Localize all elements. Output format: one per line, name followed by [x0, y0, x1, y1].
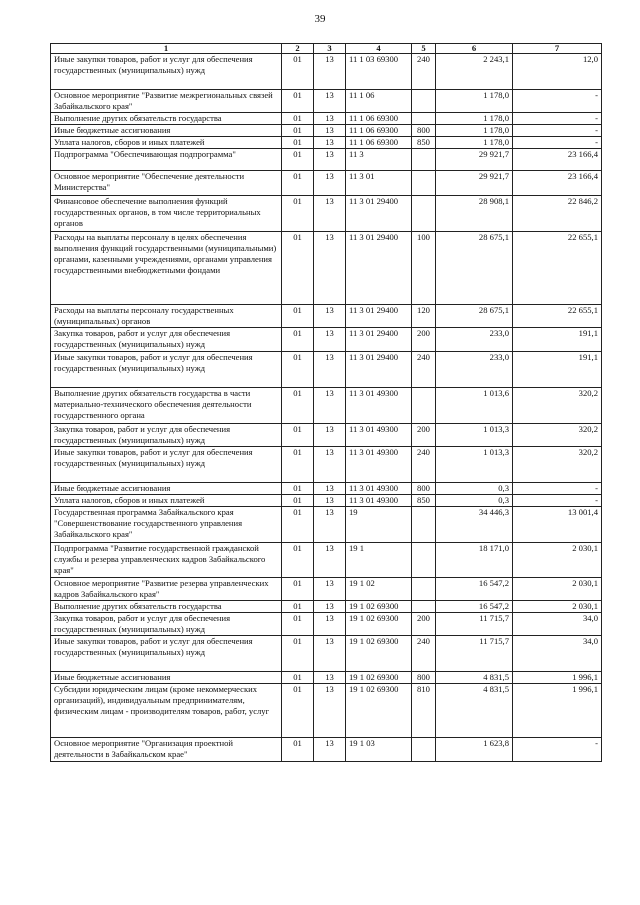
amount-col-7: 191,1	[513, 328, 602, 352]
section-code: 01	[282, 171, 314, 196]
target-article-code: 19 1 02 69300	[346, 601, 412, 613]
subsection-code: 13	[314, 684, 346, 738]
amount-col-7: 320,2	[513, 447, 602, 483]
section-code: 01	[282, 54, 314, 90]
target-article-code: 19 1 02 69300	[346, 672, 412, 684]
row-name: Финансовое обеспечение выполнения функций государственных органов, в том числе территориальных органов	[51, 196, 282, 232]
section-code: 01	[282, 305, 314, 328]
target-article-code: 11 3 01 29400	[346, 328, 412, 352]
subsection-code: 13	[314, 171, 346, 196]
table-row	[51, 636, 602, 672]
amount-col-6: 28 675,1	[436, 305, 513, 328]
table-row	[51, 601, 602, 613]
target-article-code: 19	[346, 507, 412, 543]
amount-col-6: 1 623,8	[436, 738, 513, 762]
subsection-code: 13	[314, 507, 346, 543]
section-code: 01	[282, 328, 314, 352]
expense-type-code: 240	[412, 54, 436, 90]
table-row	[51, 388, 602, 424]
table-row	[51, 90, 602, 113]
subsection-code: 13	[314, 305, 346, 328]
subsection-code: 13	[314, 483, 346, 495]
table-row	[51, 578, 602, 601]
table-row	[51, 672, 602, 684]
page-number: 39	[314, 13, 326, 25]
budget-table	[50, 43, 602, 762]
table-row	[51, 149, 602, 171]
amount-col-6: 233,0	[436, 328, 513, 352]
amount-col-6: 4 831,5	[436, 684, 513, 738]
amount-col-6: 1 178,0	[436, 113, 513, 125]
target-article-code: 19 1 02 69300	[346, 613, 412, 636]
table-body	[51, 54, 602, 762]
target-article-code: 11 3 01 29400	[346, 352, 412, 388]
table-row	[51, 424, 602, 447]
amount-col-6: 1 013,6	[436, 388, 513, 424]
row-name: Иные закупки товаров, работ и услуг для обеспечения государственных (муниципальных) нужд	[51, 636, 282, 672]
column-header: 7	[513, 44, 602, 54]
subsection-code: 13	[314, 601, 346, 613]
target-article-code: 19 1 02 69300	[346, 636, 412, 672]
header-row	[51, 44, 602, 54]
section-code: 01	[282, 388, 314, 424]
amount-col-7: -	[513, 113, 602, 125]
subsection-code: 13	[314, 636, 346, 672]
target-article-code: 11 3 01 29400	[346, 232, 412, 305]
amount-col-7: 320,2	[513, 424, 602, 447]
expense-type-code: 810	[412, 684, 436, 738]
section-code: 01	[282, 578, 314, 601]
table-row	[51, 613, 602, 636]
amount-col-6: 28 908,1	[436, 196, 513, 232]
section-code: 01	[282, 137, 314, 149]
expense-type-code: 100	[412, 232, 436, 305]
section-code: 01	[282, 601, 314, 613]
target-article-code: 11 3 01 29400	[346, 305, 412, 328]
subsection-code: 13	[314, 232, 346, 305]
target-article-code: 11 1 06 69300	[346, 125, 412, 137]
amount-col-7: -	[513, 137, 602, 149]
column-header: 6	[436, 44, 513, 54]
amount-col-7: 320,2	[513, 388, 602, 424]
target-article-code: 11 3 01 49300	[346, 495, 412, 507]
target-article-code: 11 1 06 69300	[346, 113, 412, 125]
section-code: 01	[282, 738, 314, 762]
expense-type-code: 850	[412, 137, 436, 149]
row-name: Иные бюджетные ассигнования	[51, 125, 282, 137]
expense-type-code: 240	[412, 447, 436, 483]
amount-col-6: 11 715,7	[436, 613, 513, 636]
target-article-code: 11 1 06	[346, 90, 412, 113]
table-row	[51, 684, 602, 738]
amount-col-7: -	[513, 90, 602, 113]
expense-type-code: 800	[412, 125, 436, 137]
target-article-code: 11 3	[346, 149, 412, 171]
expense-type-code	[412, 171, 436, 196]
table-row	[51, 495, 602, 507]
expense-type-code: 240	[412, 352, 436, 388]
target-article-code: 19 1 02	[346, 578, 412, 601]
column-header: 5	[412, 44, 436, 54]
subsection-code: 13	[314, 149, 346, 171]
row-name: Расходы на выплаты персоналу государственных (муниципальных) органов	[51, 305, 282, 328]
expense-type-code: 120	[412, 305, 436, 328]
amount-col-7: -	[513, 738, 602, 762]
target-article-code: 11 3 01 49300	[346, 447, 412, 483]
target-article-code: 19 1 02 69300	[346, 684, 412, 738]
table-row	[51, 54, 602, 90]
amount-col-6: 233,0	[436, 352, 513, 388]
amount-col-7: -	[513, 483, 602, 495]
amount-col-6: 29 921,7	[436, 171, 513, 196]
row-name: Уплата налогов, сборов и иных платежей	[51, 495, 282, 507]
table-row	[51, 196, 602, 232]
expense-type-code	[412, 507, 436, 543]
row-name: Выполнение других обязательств государства	[51, 601, 282, 613]
expense-type-code: 240	[412, 636, 436, 672]
section-code: 01	[282, 113, 314, 125]
subsection-code: 13	[314, 495, 346, 507]
row-name: Иные бюджетные ассигнования	[51, 483, 282, 495]
subsection-code: 13	[314, 424, 346, 447]
amount-col-6: 1 013,3	[436, 424, 513, 447]
amount-col-6: 4 831,5	[436, 672, 513, 684]
expense-type-code	[412, 738, 436, 762]
table-row	[51, 483, 602, 495]
table-row	[51, 738, 602, 762]
amount-col-6: 16 547,2	[436, 578, 513, 601]
row-name: Подпрограмма "Развитие государственной гражданской службы и резерва управленческих кадров Забайкальского края"	[51, 543, 282, 578]
target-article-code: 19 1 03	[346, 738, 412, 762]
amount-col-6: 11 715,7	[436, 636, 513, 672]
subsection-code: 13	[314, 328, 346, 352]
target-article-code: 11 1 06 69300	[346, 137, 412, 149]
column-header: 4	[346, 44, 412, 54]
subsection-code: 13	[314, 578, 346, 601]
column-header: 1	[51, 44, 282, 54]
subsection-code: 13	[314, 137, 346, 149]
expense-type-code	[412, 543, 436, 578]
expense-type-code	[412, 113, 436, 125]
section-code: 01	[282, 447, 314, 483]
section-code: 01	[282, 149, 314, 171]
amount-col-6: 1 178,0	[436, 90, 513, 113]
amount-col-7: 23 166,4	[513, 171, 602, 196]
table-row	[51, 305, 602, 328]
expense-type-code	[412, 601, 436, 613]
amount-col-7: 23 166,4	[513, 149, 602, 171]
column-header: 2	[282, 44, 314, 54]
row-name: Иные закупки товаров, работ и услуг для обеспечения государственных (муниципальных) нужд	[51, 352, 282, 388]
amount-col-6: 1 178,0	[436, 137, 513, 149]
row-name: Основное мероприятие "Развитие резерва управленческих кадров Забайкальского края"	[51, 578, 282, 601]
section-code: 01	[282, 543, 314, 578]
amount-col-7: 22 655,1	[513, 305, 602, 328]
amount-col-7: 13 001,4	[513, 507, 602, 543]
section-code: 01	[282, 352, 314, 388]
section-code: 01	[282, 636, 314, 672]
amount-col-7: 34,0	[513, 613, 602, 636]
section-code: 01	[282, 495, 314, 507]
section-code: 01	[282, 483, 314, 495]
amount-col-7: -	[513, 495, 602, 507]
target-article-code: 19 1	[346, 543, 412, 578]
target-article-code: 11 3 01	[346, 171, 412, 196]
amount-col-6: 16 547,2	[436, 601, 513, 613]
amount-col-7: 2 030,1	[513, 543, 602, 578]
table-row	[51, 352, 602, 388]
subsection-code: 13	[314, 125, 346, 137]
amount-col-6: 0,3	[436, 483, 513, 495]
subsection-code: 13	[314, 447, 346, 483]
row-name: Государственная программа Забайкальского края "Совершенствование государственного управления Забайкальского края"	[51, 507, 282, 543]
expense-type-code	[412, 90, 436, 113]
expense-type-code	[412, 196, 436, 232]
column-header: 3	[314, 44, 346, 54]
target-article-code: 11 1 03 69300	[346, 54, 412, 90]
target-article-code: 11 3 01 49300	[346, 388, 412, 424]
row-name: Основное мероприятие "Обеспечение деятельности Министерства"	[51, 171, 282, 196]
expense-type-code	[412, 388, 436, 424]
amount-col-7: 1 996,1	[513, 684, 602, 738]
row-name: Иные закупки товаров, работ и услуг для обеспечения государственных (муниципальных) нужд	[51, 54, 282, 90]
expense-type-code	[412, 149, 436, 171]
row-name: Основное мероприятие "Развитие межрегиональных связей Забайкальского края"	[51, 90, 282, 113]
subsection-code: 13	[314, 738, 346, 762]
row-name: Закупка товаров, работ и услуг для обеспечения государственных (муниципальных) нужд	[51, 613, 282, 636]
table-row	[51, 232, 602, 305]
section-code: 01	[282, 613, 314, 636]
table-row	[51, 125, 602, 137]
row-name: Уплата налогов, сборов и иных платежей	[51, 137, 282, 149]
amount-col-6: 29 921,7	[436, 149, 513, 171]
target-article-code: 11 3 01 49300	[346, 483, 412, 495]
row-name: Основное мероприятие "Организация проектной деятельности в Забайкальском крае"	[51, 738, 282, 762]
subsection-code: 13	[314, 90, 346, 113]
row-name: Выполнение других обязательств государства	[51, 113, 282, 125]
row-name: Выполнение других обязательств государства в части материально-технического обеспечения деятельности государственного органа	[51, 388, 282, 424]
section-code: 01	[282, 125, 314, 137]
subsection-code: 13	[314, 352, 346, 388]
amount-col-6: 1 013,3	[436, 447, 513, 483]
subsection-code: 13	[314, 54, 346, 90]
table-row	[51, 507, 602, 543]
amount-col-7: 2 030,1	[513, 601, 602, 613]
subsection-code: 13	[314, 388, 346, 424]
row-name: Закупка товаров, работ и услуг для обеспечения государственных (муниципальных) нужд	[51, 328, 282, 352]
amount-col-7: 1 996,1	[513, 672, 602, 684]
amount-col-7: 22 846,2	[513, 196, 602, 232]
expense-type-code: 200	[412, 613, 436, 636]
amount-col-6: 0,3	[436, 495, 513, 507]
table-row	[51, 113, 602, 125]
section-code: 01	[282, 196, 314, 232]
section-code: 01	[282, 672, 314, 684]
row-name: Закупка товаров, работ и услуг для обеспечения государственных (муниципальных) нужд	[51, 424, 282, 447]
subsection-code: 13	[314, 113, 346, 125]
amount-col-6: 34 446,3	[436, 507, 513, 543]
expense-type-code: 200	[412, 424, 436, 447]
amount-col-6: 2 243,1	[436, 54, 513, 90]
row-name: Иные бюджетные ассигнования	[51, 672, 282, 684]
table-row	[51, 171, 602, 196]
amount-col-6: 28 675,1	[436, 232, 513, 305]
section-code: 01	[282, 232, 314, 305]
subsection-code: 13	[314, 543, 346, 578]
target-article-code: 11 3 01 29400	[346, 196, 412, 232]
amount-col-7: 191,1	[513, 352, 602, 388]
table-row	[51, 137, 602, 149]
table-row	[51, 543, 602, 578]
section-code: 01	[282, 507, 314, 543]
row-name: Расходы на выплаты персоналу в целях обеспечения выполнения функций государственными (муниципальными) органами, казенными учреждениями, органами управления государственными внебюджетными фондами	[51, 232, 282, 305]
table-row	[51, 328, 602, 352]
amount-col-7: 12,0	[513, 54, 602, 90]
expense-type-code	[412, 578, 436, 601]
section-code: 01	[282, 90, 314, 113]
expense-type-code: 800	[412, 672, 436, 684]
amount-col-7: -	[513, 125, 602, 137]
row-name: Субсидии юридическим лицам (кроме некоммерческих организаций), индивидуальным предпринимателям, физическим лицам - производителям товаров, работ, услуг	[51, 684, 282, 738]
subsection-code: 13	[314, 196, 346, 232]
amount-col-6: 18 171,0	[436, 543, 513, 578]
amount-col-7: 22 655,1	[513, 232, 602, 305]
subsection-code: 13	[314, 672, 346, 684]
row-name: Подпрограмма "Обеспечивающая подпрограмма"	[51, 149, 282, 171]
expense-type-code: 200	[412, 328, 436, 352]
expense-type-code: 800	[412, 483, 436, 495]
amount-col-6: 1 178,0	[436, 125, 513, 137]
section-code: 01	[282, 424, 314, 447]
amount-col-7: 2 030,1	[513, 578, 602, 601]
amount-col-7: 34,0	[513, 636, 602, 672]
section-code: 01	[282, 684, 314, 738]
table-row	[51, 447, 602, 483]
subsection-code: 13	[314, 613, 346, 636]
row-name: Иные закупки товаров, работ и услуг для обеспечения государственных (муниципальных) нужд	[51, 447, 282, 483]
target-article-code: 11 3 01 49300	[346, 424, 412, 447]
expense-type-code: 850	[412, 495, 436, 507]
